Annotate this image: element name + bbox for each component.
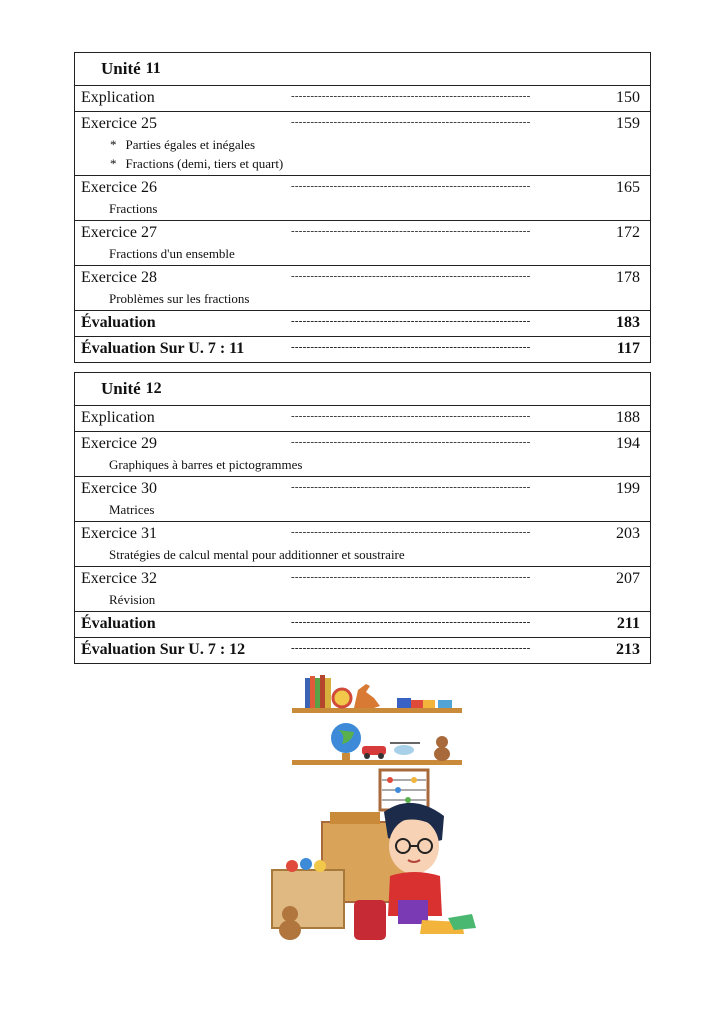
toc-row — [75, 221, 650, 266]
toc-bullet: * Parties égales et inégales — [75, 135, 650, 154]
toc-entry-label: Exercice 28 — [81, 269, 157, 286]
toc-subtitle: Fractions — [109, 201, 158, 216]
middle-shelf — [292, 760, 462, 765]
toc-entry-label: Exercice 25 — [81, 115, 157, 132]
ball-icon — [333, 689, 351, 707]
toc-subtitle: Fractions d'un ensemble — [109, 246, 235, 261]
toc-row — [75, 86, 650, 112]
page-number: 207 — [616, 570, 640, 587]
toc-entry-label: Exercice 27 — [81, 224, 157, 241]
toc-entry-label: Exercice 31 — [81, 525, 157, 542]
dot-leader: -------------------------------------------------------------- — [291, 410, 531, 422]
unit-number: 11 — [145, 60, 161, 77]
toc-entry-label: Évaluation Sur U. 7 : 11 — [81, 340, 245, 357]
globe-icon — [331, 723, 361, 760]
unit-title-label: Unité — [101, 379, 141, 398]
page-number: 211 — [616, 615, 640, 632]
dot-leader: -------------------------------------------------------------- — [291, 616, 531, 628]
toc-subtitle: Révision — [109, 592, 156, 607]
toc-row — [75, 567, 650, 612]
unit-12-table — [74, 372, 651, 664]
dot-leader: -------------------------------------------------------------- — [291, 341, 531, 353]
dot-leader: -------------------------------------------------------------- — [291, 315, 531, 327]
teddy-bear-icon — [434, 736, 450, 761]
toc-row — [75, 112, 650, 176]
toc-row — [75, 266, 650, 311]
dot-leader: -------------------------------------------------------------- — [291, 436, 531, 448]
toc-entry-label: Exercice 26 — [81, 179, 157, 196]
toc-entry-label: Évaluation Sur U. 7 : 12 — [81, 641, 246, 658]
toc-row — [75, 477, 650, 522]
page-number: 150 — [616, 89, 640, 106]
toc-entry-label: Évaluation — [81, 314, 156, 331]
toc-row — [75, 311, 650, 337]
unit-title — [75, 373, 650, 406]
toc-entry-label: Explication — [81, 89, 155, 106]
dinosaur-icon — [354, 684, 380, 708]
toc-subtitle: Graphiques à barres et pictogrammes — [109, 457, 303, 472]
dot-leader: -------------------------------------------------------------- — [291, 90, 531, 102]
toc-subtitle: Stratégies de calcul mental pour additionner et soustraire — [109, 547, 405, 562]
page-number: 117 — [616, 340, 640, 357]
page-number: 199 — [616, 480, 640, 497]
child-reading-illustration — [262, 672, 484, 952]
dot-leader: -------------------------------------------------------------- — [291, 642, 531, 654]
page-number: 194 — [616, 435, 640, 452]
dot-leader: -------------------------------------------------------------- — [291, 481, 531, 493]
toc-row — [75, 337, 650, 362]
toc-row — [75, 612, 650, 638]
backpack-icon — [354, 900, 386, 940]
page-number: 188 — [616, 409, 640, 426]
toc-entry-label: Exercice 32 — [81, 570, 157, 587]
unit-title-label: Unité — [101, 59, 141, 78]
toc-row — [75, 432, 650, 477]
toy-train-icon — [397, 698, 452, 708]
toc-row — [75, 638, 650, 663]
toc-subtitle: Matrices — [109, 502, 155, 517]
toc-subtitle: Problèmes sur les fractions — [109, 291, 250, 306]
toy-helicopter-icon — [390, 742, 420, 755]
page-number: 178 — [616, 269, 640, 286]
page-number: 183 — [616, 314, 640, 331]
dot-leader: -------------------------------------------------------------- — [291, 180, 531, 192]
dot-leader: -------------------------------------------------------------- — [291, 270, 531, 282]
page-number: 165 — [616, 179, 640, 196]
toc-row — [75, 406, 650, 432]
dot-leader: -------------------------------------------------------------- — [291, 526, 531, 538]
unit-number: 12 — [145, 380, 162, 397]
page-number: 172 — [616, 224, 640, 241]
books-icon — [305, 675, 331, 708]
page-number: 213 — [616, 641, 640, 658]
toc-row — [75, 176, 650, 221]
toc-entry-label: Exercice 30 — [81, 480, 157, 497]
unit-11-table — [74, 52, 651, 363]
toc-entry-label: Explication — [81, 409, 155, 426]
dot-leader: -------------------------------------------------------------- — [291, 116, 531, 128]
dot-leader: -------------------------------------------------------------- — [291, 225, 531, 237]
toc-bullet: * Fractions (demi, tiers et quart) — [75, 154, 650, 173]
toy-car-icon — [362, 746, 386, 759]
unit-title — [75, 53, 650, 86]
toc-entry-label: Évaluation — [81, 615, 156, 632]
page-number: 203 — [616, 525, 640, 542]
dot-leader: -------------------------------------------------------------- — [291, 571, 531, 583]
toc-entry-label: Exercice 29 — [81, 435, 157, 452]
page-number: 159 — [616, 115, 640, 132]
toc-row — [75, 522, 650, 567]
top-shelf — [292, 708, 462, 713]
